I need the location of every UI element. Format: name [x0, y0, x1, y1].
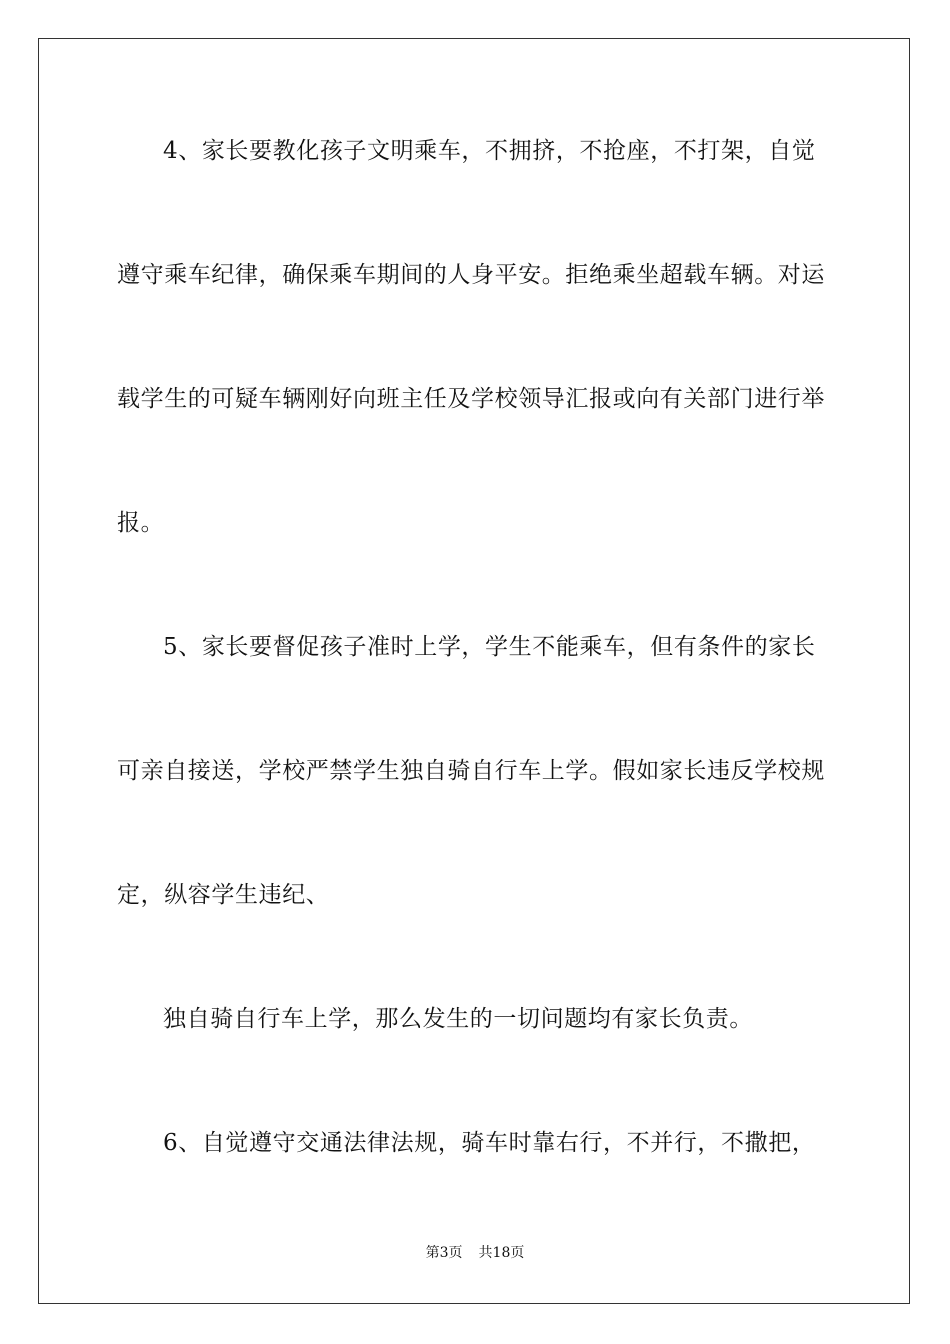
page-number: 第3页 — [425, 1245, 463, 1261]
page-footer — [0, 1244, 950, 1262]
paragraph-5-continuation: 独自骑自行车上学，那么发生的一切问题均有家长负责。 — [163, 1006, 753, 1032]
paragraph-4-line-4: 报。 — [117, 510, 165, 536]
page-border — [38, 38, 910, 1304]
paragraph-4-line-3: 载学生的可疑车辆刚好向班主任及学校领导汇报或向有关部门进行举 — [117, 386, 825, 412]
paragraph-5-line-3: 定，纵容学生违纪、 — [117, 882, 330, 908]
paragraph-6-line-1: 6、自觉遵守交通法律法规，骑车时靠右行，不并行，不撒把， — [163, 1130, 816, 1156]
paragraph-5-line-1: 5、家长要督促孩子准时上学，学生不能乘车，但有条件的家长 — [163, 634, 816, 660]
page-total: 共18页 — [478, 1245, 525, 1261]
paragraph-4-line-1: 4、家长要教化孩子文明乘车，不拥挤，不抢座，不打架，自觉 — [163, 138, 816, 164]
paragraph-4-line-2: 遵守乘车纪律，确保乘车期间的人身平安。拒绝乘坐超载车辆。对运 — [117, 262, 825, 288]
paragraph-5-line-2: 可亲自接送，学校严禁学生独自骑自行车上学。假如家长违反学校规 — [117, 758, 825, 784]
